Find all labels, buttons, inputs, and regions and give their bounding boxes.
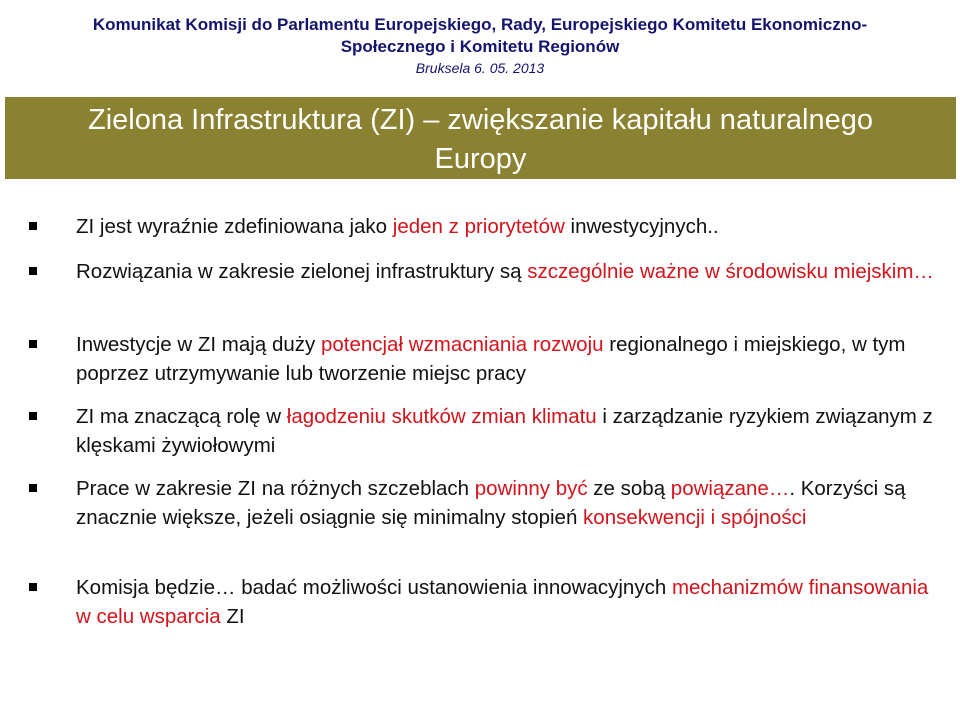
bullet-highlight: mechanizmów finansowania w celu wsparcia	[76, 576, 929, 628]
bullet-text-part: ZI ma znaczącą rolę w	[76, 405, 287, 428]
bullet-text-part: . Korzyści są znacznie większe, jeżeli osiągnie się minimalny stopień	[76, 477, 906, 529]
bullet-highlight: powinny być	[474, 477, 588, 500]
slide-title-bar	[5, 97, 956, 179]
bullet-highlight: potencjał wzmacniania rozwoju	[320, 333, 604, 356]
bullet-text	[76, 477, 906, 529]
bullet-square-icon	[29, 340, 37, 348]
bullet-highlight: łagodzeniu skutków zmian klimatu	[286, 405, 597, 428]
slide-title-line-2: Europy	[434, 143, 527, 175]
bullet-text	[76, 405, 933, 457]
bullet-text-part: regionalnego i miejskiego, w tym poprzez utrzymywanie lub tworzenie miejsc pracy	[76, 333, 906, 385]
bullet-square-icon	[29, 267, 37, 275]
bullet-text	[76, 215, 719, 238]
bullet-item-3	[76, 330, 936, 388]
bullet-text-part: inwestycyjnych..	[564, 215, 719, 238]
bullet-square-icon	[29, 222, 37, 230]
bullet-text-part: Inwestycje w ZI mają duży	[76, 333, 321, 356]
bullet-highlight: jeden z priorytetów	[392, 215, 565, 238]
header-line-1: Komunikat Komisji do Parlamentu Europejskiego, Rady, Europejskiego Komitetu Ekonomiczno-	[92, 15, 868, 34]
bullet-text-part: Rozwiązania w zakresie zielonej infrastruktury są	[76, 260, 528, 283]
bullet-highlight: szczególnie ważne w środowisku miejskim…	[527, 260, 934, 283]
bullet-text-part: ze sobą	[587, 477, 671, 500]
slide-title-line-1: Zielona Infrastruktura (ZI) – zwiększanie kapitału naturalnego	[88, 104, 873, 136]
bullet-item-5	[76, 474, 936, 532]
bullet-text	[76, 333, 906, 385]
bullet-text	[76, 576, 928, 628]
bullet-square-icon	[29, 484, 37, 492]
bullet-item-4	[76, 402, 936, 460]
bullet-text-part: Prace w zakresie ZI na różnych szczeblach	[76, 477, 475, 500]
bullet-text	[76, 260, 934, 283]
bullet-text-part: ZI jest wyraźnie zdefiniowana jako	[76, 215, 393, 238]
bullet-item-6	[76, 573, 936, 631]
bullet-highlight: powiązane…	[670, 477, 790, 500]
bullet-text-part: ZI	[220, 605, 245, 628]
bullet-item-2	[76, 257, 936, 286]
bullet-square-icon	[29, 412, 37, 420]
bullet-text-part: Komisja będzie… badać możliwości ustanowienia innowacyjnych	[76, 576, 672, 599]
bullet-text-part: i zarządzanie ryzykiem związanym z klęskami żywiołowymi	[76, 405, 933, 457]
bullet-item-1	[76, 212, 936, 241]
bullet-highlight: konsekwencji i spójności	[583, 506, 807, 529]
header-date: Bruksela 6. 05. 2013	[415, 60, 545, 76]
header-line-2: Społecznego i Komitetu Regionów	[340, 37, 620, 56]
document-header	[0, 14, 960, 78]
bullet-square-icon	[29, 583, 37, 591]
